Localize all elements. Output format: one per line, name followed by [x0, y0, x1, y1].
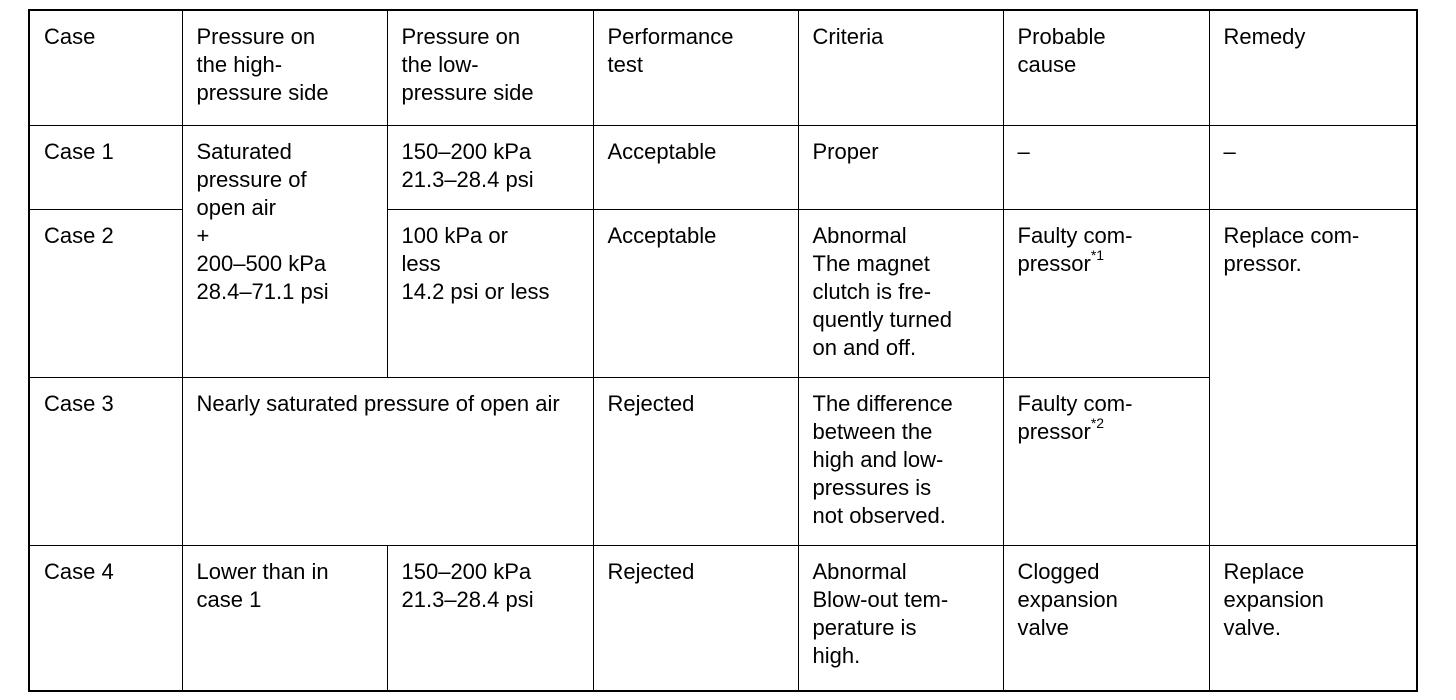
table-row-case-1	[29, 125, 1417, 209]
footnote-marker: *2	[1090, 415, 1105, 432]
case-2-probable-cause: Faulty com- pressor$^{*1}$	[1003, 209, 1209, 377]
header-performance-test: Performance test	[593, 10, 798, 125]
case-1-2-high-pressure: Saturated pressure of open air + 200–500 kPa 28.4–71.1 psi	[182, 125, 387, 377]
case-2-label: Case 2	[29, 209, 182, 377]
header-high-pressure: Pressure on the high- pressure side	[182, 10, 387, 125]
header-low-pressure: Pressure on the low- pressure side	[387, 10, 593, 125]
footnote-marker: *1	[1090, 247, 1105, 264]
case-1-performance: Acceptable	[593, 125, 798, 209]
header-criteria: Criteria	[798, 10, 1003, 125]
table-row-case-4	[29, 545, 1417, 691]
case-1-remedy: –	[1209, 125, 1417, 209]
table-row-case-3	[29, 377, 1417, 545]
case-3-performance: Rejected	[593, 377, 798, 545]
case-4-high-pressure: Lower than in case 1	[182, 545, 387, 691]
header-probable-cause: Probable cause	[1003, 10, 1209, 125]
case-2-criteria: Abnormal The magnet clutch is fre- quently turned on and off.	[798, 209, 1003, 377]
case-4-low-pressure: 150–200 kPa 21.3–28.4 psi	[387, 545, 593, 691]
case-4-remedy: Replace expansion valve.	[1209, 545, 1417, 691]
case-1-label: Case 1	[29, 125, 182, 209]
case-1-probable-cause: –	[1003, 125, 1209, 209]
case-3-probable-cause: Faulty com- pressor$^{*2}$	[1003, 377, 1209, 545]
case-2-low-pressure: 100 kPa or less 14.2 psi or less	[387, 209, 593, 377]
header-remedy: Remedy	[1209, 10, 1417, 125]
case-2-performance: Acceptable	[593, 209, 798, 377]
case-4-performance: Rejected	[593, 545, 798, 691]
case-1-criteria: Proper	[798, 125, 1003, 209]
case-3-label: Case 3	[29, 377, 182, 545]
case-4-probable-cause: Clogged expansion valve	[1003, 545, 1209, 691]
case-3-pressure: Nearly saturated pressure of open air	[182, 377, 593, 545]
case-4-criteria: Abnormal Blow-out tem- perature is high.	[798, 545, 1003, 691]
diagnosis-table	[28, 9, 1418, 692]
case-4-label: Case 4	[29, 545, 182, 691]
case-3-criteria: The difference between the high and low- pressures is not observed.	[798, 377, 1003, 545]
header-row	[29, 10, 1417, 125]
header-case: Case	[29, 10, 182, 125]
case-2-3-remedy: Replace com- pressor.	[1209, 209, 1417, 545]
case-1-low-pressure: 150–200 kPa 21.3–28.4 psi	[387, 125, 593, 209]
